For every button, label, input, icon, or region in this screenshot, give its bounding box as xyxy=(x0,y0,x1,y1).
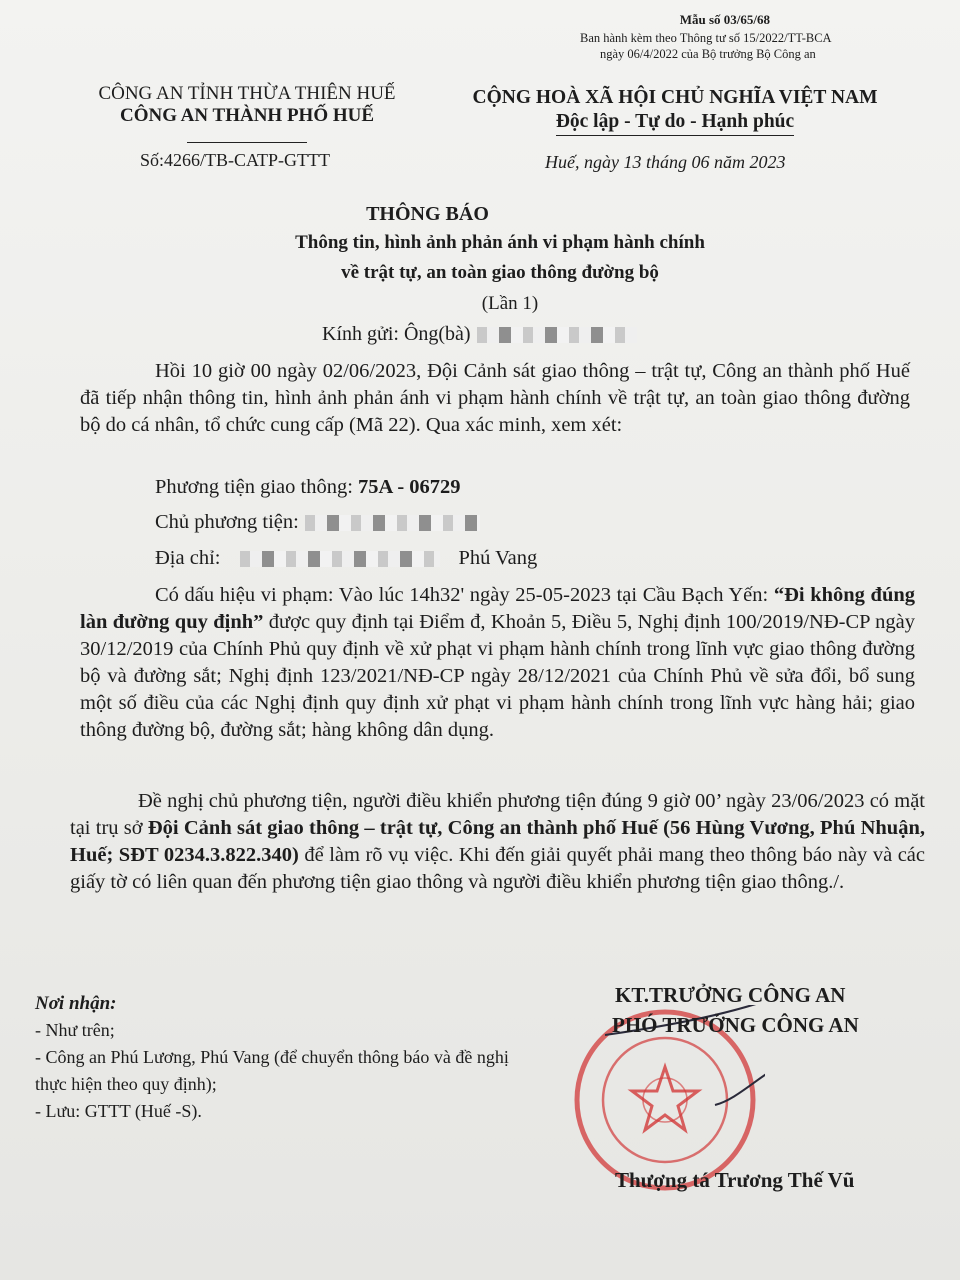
violation-lead: Có dấu hiệu vi phạm: Vào lúc 14h32' ngày 25-05-2023 tại Cầu Bạch Yến: xyxy=(155,584,774,606)
receivers-title: Nơi nhận: xyxy=(35,993,117,1014)
signer-name: Thượng tá Trương Thế Vũ xyxy=(615,1168,855,1192)
redacted-name xyxy=(477,327,637,343)
paragraph-1-text: Hồi 10 giờ 00 ngày 02/06/2023, Đội Cảnh sát giao thông – trật tự, Công an thành phố Huế đã tiếp nhận thông tin, hình ảnh phản ánh vi phạm hành chính về trật tự, an toàn giao thông đường bộ do cá nhân, tổ chức cung cấp (Mã 22). Qua xác minh, xem xét: xyxy=(80,360,910,436)
paragraph-2 xyxy=(80,582,915,744)
request-rest: để làm rõ vụ việc. Khi đến giải quyết phải mang theo thông báo này và các giấy tờ có liên quan đến phương tiện giao thông và người điều khiển phương tiện giao thông./. xyxy=(70,844,925,893)
receiver-item: - Công an Phú Lương, Phú Vang (để chuyển thông báo và đề nghị thực hiện theo quy định); xyxy=(35,1047,509,1094)
paragraph-3 xyxy=(70,788,925,896)
receiver-item: - Lưu: GTTT (Huế -S). xyxy=(35,1101,202,1121)
owner-line xyxy=(155,509,480,536)
address-line xyxy=(155,545,537,572)
agency-line1: CÔNG AN TỈNH THỪA THIÊN HUẾ xyxy=(98,83,396,104)
redacted-address xyxy=(240,551,440,567)
form-note-line2: ngày 06/4/2022 của Bộ trưởng Bộ Công an xyxy=(600,47,816,61)
recipient-line xyxy=(322,323,637,346)
agency-line2: CÔNG AN THÀNH PHỐ HUẾ xyxy=(119,105,375,126)
agency-header xyxy=(82,83,412,149)
recipient-label: Kính gửi: Ông(bà) xyxy=(322,323,471,345)
violation-name: “Đi không đúng làn đường quy định” xyxy=(80,584,915,633)
owner-label: Chủ phương tiện: xyxy=(155,511,299,533)
request-lead: Đề nghị chủ phương tiện, người điều khiển phương tiện đúng 9 giờ 00’ ngày 23/06/2023 có mặt tại trụ sở xyxy=(70,790,925,839)
doc-subtitle-1: Thông tin, hình ảnh phản ánh vi phạm hành chính xyxy=(295,232,705,253)
nation-header xyxy=(455,86,895,136)
form-note xyxy=(580,30,900,62)
agency-underline xyxy=(82,127,412,149)
doc-number: Số:4266/TB-CATP-GTTT xyxy=(140,150,331,170)
vehicle-label: Phương tiện giao thông: xyxy=(155,476,359,498)
paragraph-1 xyxy=(80,358,910,439)
issue-date: Huế, ngày 13 tháng 06 năm 2023 xyxy=(545,152,786,172)
vehicle-line xyxy=(155,474,461,501)
receiver-item: - Như trên; xyxy=(35,1020,115,1040)
doc-subtitle-2: về trật tự, an toàn giao thông đường bộ xyxy=(341,262,659,283)
form-note-line1: Ban hành kèm theo Thông tư số 15/2022/TT-BCA xyxy=(580,31,832,45)
nation-line1: CỘNG HOÀ XÃ HỘI CHỦ NGHĨA VIỆT NAM xyxy=(472,87,878,108)
receivers-block xyxy=(35,990,535,1125)
signature-title-1: KT.TRƯỞNG CÔNG AN xyxy=(615,983,846,1007)
doc-title: THÔNG BÁO xyxy=(366,203,489,225)
doc-round: (Lần 1) xyxy=(481,293,539,314)
address-tail: Phú Vang xyxy=(458,547,538,569)
nation-line2: Độc lập - Tự do - Hạnh phúc xyxy=(556,110,794,136)
violation-rest: được quy định tại Điểm đ, Khoản 5, Điều 5, Nghị định 100/2019/NĐ-CP ngày 30/12/2019 của Chính Phủ quy định về xử phạt vi phạm hành chính trong lĩnh vực giao thông đường bộ và đường sắt; Nghị định 123/2021/NĐ-CP ngày 28/12/2021 của Chính Phủ về sửa đổi, bổ sung một số điều của các Nghị định quy định xử phạt vi phạm hành chính trong lĩnh vực hàng hải; giao thông đường bộ, đường sắt; hàng không dân dụng. xyxy=(80,611,915,741)
signature-title-2: PHÓ TRƯỞNG CÔNG AN xyxy=(612,1013,859,1037)
vehicle-plate: 75A - 06729 xyxy=(358,476,461,498)
office-address: Đội Cảnh sát giao thông – trật tự, Công an thành phố Huế (56 Hùng Vương, Phú Nhuận, Huế; SĐT 0234.3.822.340) xyxy=(70,817,925,866)
redacted-owner xyxy=(305,515,480,531)
address-label: Địa chỉ: xyxy=(155,547,221,569)
form-code: Mẫu số 03/65/68 xyxy=(679,12,770,27)
